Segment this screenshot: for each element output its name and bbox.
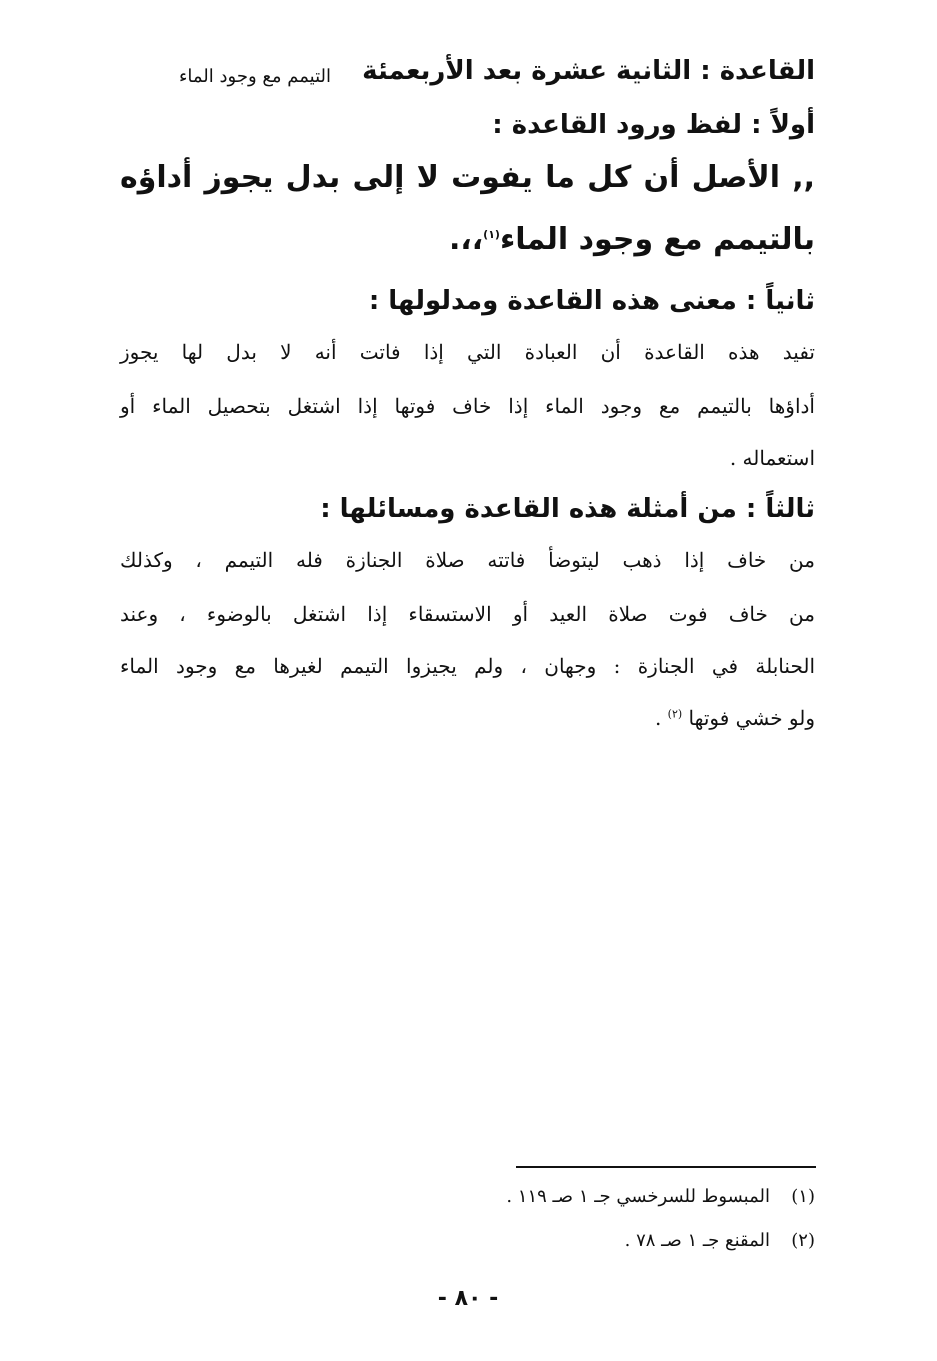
rule-text-line2 [120,222,815,257]
footnote-2-text: المقنع جـ ١ صـ ٧٨ . [624,1230,770,1251]
section3-line2: من خاف فوت صلاة العيد أو الاستسقاء إذا اشتغل بالوضوء ، وعند [120,602,815,626]
page-number: - ٨٠ - [437,1286,499,1311]
footnote-1 [415,1186,815,1207]
rule-text-line2-main: بالتيمم مع وجود الماء [499,222,815,257]
section1-heading: أولاً : لفظ ورود القاعدة : [492,110,815,140]
section3-heading: ثالثاً : من أمثلة هذه القاعدة ومسائلها : [320,494,815,524]
section2-line3: استعماله . [729,446,815,470]
section3-line4-main: ولو خشي فوتها [688,706,815,730]
section2-line2: أداؤها بالتيمم مع وجود الماء إذا خاف فوتها إذا اشتغل بتحصيل الماء أو [120,394,815,418]
running-head: التيمم مع وجود الماء [178,66,332,87]
rule-text-line1: ,, الأصل أن كل ما يفوت لا إلى بدل يجوز أداؤه [120,160,815,195]
footnote-ref-2: (٢) [667,707,683,721]
section3-line4-end: . [654,706,668,730]
section2-line1: تفيد هذه القاعدة أن العبادة التي إذا فاتت أنه لا بدل لها يجوز [120,340,815,364]
rule-title: القاعدة : الثانية عشرة بعد الأربعمئة [362,56,815,86]
section3-line1: من خاف إذا ذهب ليتوضأ فاتته صلاة الجنازة فله التيمم ، وكذلك [120,548,815,572]
section3-line3: الحنابلة في الجنازة : وجهان ، ولم يجيزوا التيمم لغيرها مع وجود الماء [120,654,815,678]
footnote-1-number: (١) [791,1186,815,1207]
footnote-1-text: المبسوط للسرخسي جـ ١ صـ ١١٩ . [506,1186,770,1207]
section2-heading: ثانياً : معنى هذه القاعدة ومدلولها : [368,286,815,316]
rule-text-line2-end: ،،. [448,222,484,257]
footnote-ref-1: (١) [483,228,500,241]
footnote-divider [516,1166,816,1168]
footnote-2-number: (٢) [791,1230,815,1251]
section3-line4 [120,706,815,730]
footnote-2 [415,1230,815,1251]
